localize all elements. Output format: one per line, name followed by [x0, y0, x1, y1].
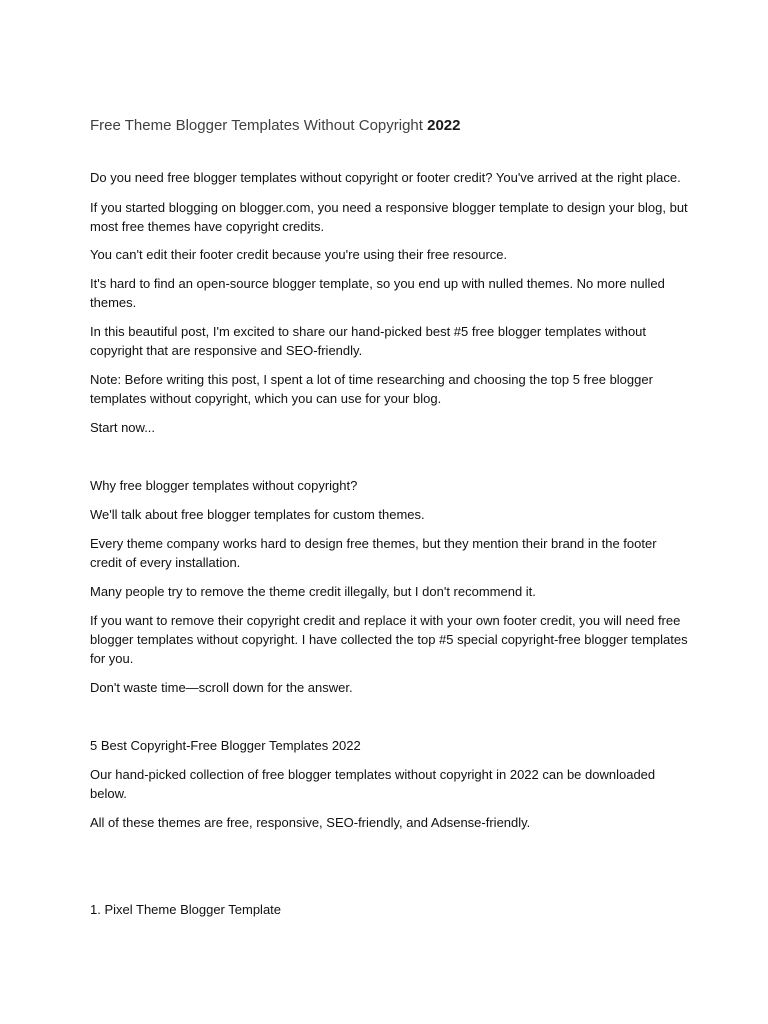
section-heading: Why free blogger templates without copyright? [90, 478, 358, 493]
document-title [90, 117, 460, 134]
title-text: Free Theme Blogger Templates Without Copyright [90, 117, 423, 134]
paragraph: If you want to remove their copyright credit and replace it with your own footer credit, you will need free blogger templates without copyright. I have collected the top #5 special copyright-free blogger templates for you. [90, 613, 688, 666]
title-year: 2022 [427, 117, 461, 134]
paragraph: Don't waste time—scroll down for the answer. [90, 680, 353, 695]
paragraph: If you started blogging on blogger.com, you need a responsive blogger template to design your blog, but most free themes have copyright credits. [90, 200, 688, 234]
paragraph: Every theme company works hard to design free themes, but they mention their brand in the footer credit of every installation. [90, 536, 657, 570]
paragraph: Do you need free blogger templates without copyright or footer credit? You've arrived at the right place. [90, 170, 681, 185]
paragraph: Note: Before writing this post, I spent a lot of time researching and choosing the top 5 free blogger templates without copyright, which you can use for your blog. [90, 372, 653, 406]
paragraph: We'll talk about free blogger templates for custom themes. [90, 507, 425, 522]
paragraph: Our hand-picked collection of free blogger templates without copyright in 2022 can be downloaded below. [90, 767, 656, 801]
paragraph: It's hard to find an open-source blogger template, so you end up with nulled themes. No more nulled themes. [90, 276, 665, 310]
section-heading: 1. Pixel Theme Blogger Template [90, 902, 282, 917]
section-heading: 5 Best Copyright-Free Blogger Templates 2022 [90, 738, 361, 753]
paragraph: In this beautiful post, I'm excited to share our hand-picked best #5 free blogger templates without copyright that are responsive and SEO-friendly. [90, 324, 647, 358]
paragraph: All of these themes are free, responsive, SEO-friendly, and Adsense-friendly. [90, 815, 531, 830]
paragraph: You can't edit their footer credit because you're using their free resource. [90, 247, 508, 262]
paragraph: Many people try to remove the theme credit illegally, but I don't recommend it. [90, 584, 536, 599]
paragraph: Start now... [90, 420, 156, 435]
